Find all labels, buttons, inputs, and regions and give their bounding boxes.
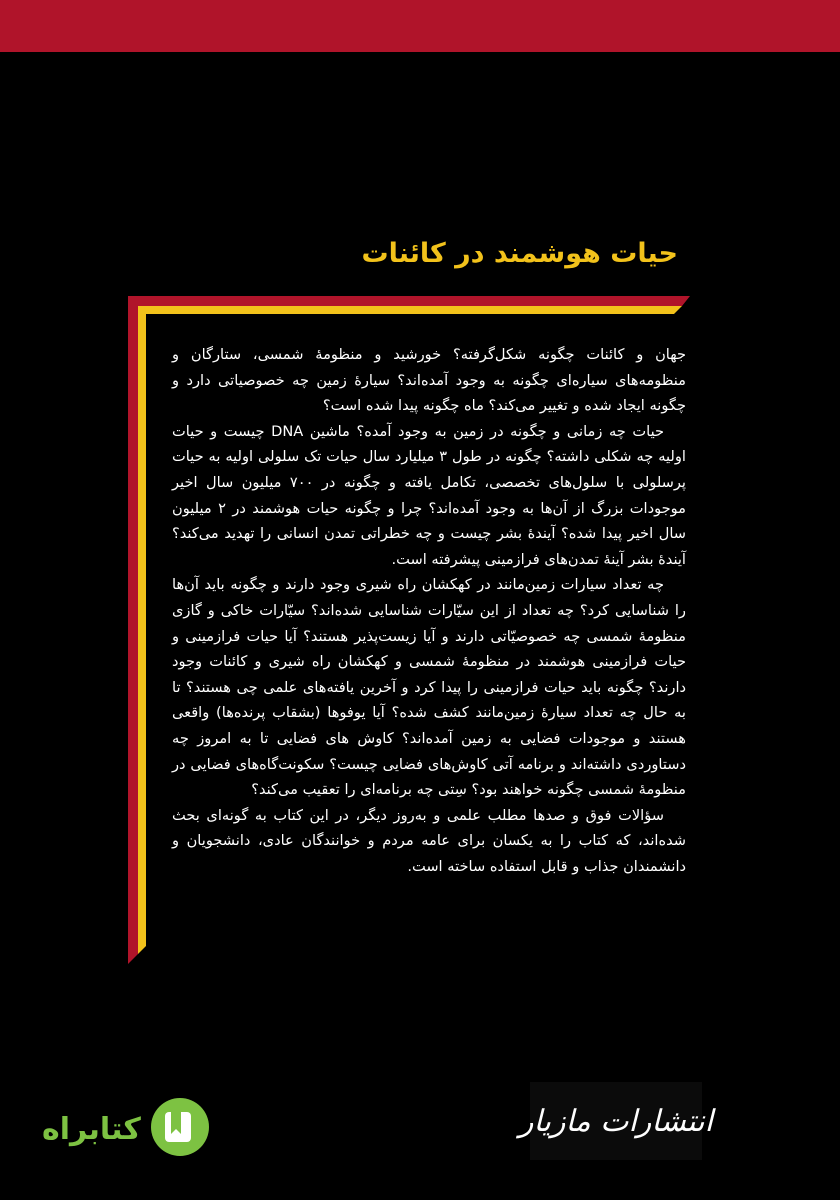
book-bookmark-icon	[149, 1096, 211, 1162]
paragraph-4: سؤالات فوق و صدها مطلب علمی و به‌روز دیگر، در این کتاب به گونه‌ای بحث شده‌اند، که کتاب را به یکسان برای عامه مردم و خوانندگان عادی، دانشجویان و دانشمندان جذاب و قابل استفاده ساخته است.	[172, 806, 686, 875]
paragraph-3: چه تعداد سیارات زمین‌مانند در کهکشان راه شیری وجود دارند و چگونه باید آن‌ها را شناسایی کرد؟ چه تعداد از این سیّارات شناسایی شده‌اند؟ سیّارات خاکی و گازی منظومهٔ شمسی چه خصوصیّاتی دارند و آیا زیست‌پذیر هستند؟ آیا حیات فرازمینی و حیات فرازمینی هوشمند در منظومهٔ شمسی و کهکشان راه شیری و کائنات وجود دارند؟ چگونه باید حیات فرازمینی را پیدا کرد و آخرین یافته‌های علمی چی هستند؟ تا به حال چه تعداد سیارهٔ زمین‌مانند کشف شده؟ آیا یوفوها (بشقاب پرنده‌ها) واقعی هستند و موجودات فضایی به زمین آمده‌اند؟ کاوش های فضایی تا به امروز چه دستاوردی داشته‌اند و برنامه آتی کاوش‌های فضایی چیست؟ سکونت‌گاه‌های فضایی در منظومهٔ شمسی چگونه خواهند بود؟ سِتی چه برنامه‌ای را تعقیب می‌کند؟	[172, 576, 686, 799]
logo-text: کتابراه	[42, 1111, 141, 1147]
publisher-logo	[519, 1082, 713, 1160]
paragraph-2: حیات چه زمانی و چگونه در زمین به وجود آمده؟ ماشین DNA چیست و حیات اولیه چه شکلی داشته؟ چگونه در طول ۳ میلیارد سال حیات تک سلولی اولیه به حیات پرسلولی با سلول‌های تخصصی، تکامل یافته و چگونه در ۷۰۰ میلیون سال اخیر موجودات بزرگ از آن‌ها به وجود آمده‌اند؟ چرا و چگونه حیات هوشمند در ۲ میلیون سال اخیر پیدا شده؟ آیندهٔ بشر چیست و چه خطراتی تمدن انسانی را تهدید می‌کند؟ آیندهٔ بشر آینهٔ تمدن‌های فرازمینی پیشرفته است.	[172, 422, 686, 568]
book-title: حیات هوشمند در کائنات	[361, 238, 678, 269]
publisher-name: انتشارات مازیار	[519, 1103, 713, 1139]
paragraph-1: جهان و کائنات چگونه شکل‌گرفته؟ خورشید و منظومهٔ شمسی، ستارگان و منظومه‌های سیاره‌ای چگونه به وجود آمده‌اند؟ سیارهٔ زمین چه خصوصیاتی دارد و چگونه ایجاد شده و تغییر می‌کند؟ ماه چگونه پیدا شده است؟	[172, 346, 686, 415]
ketabrah-logo	[42, 1098, 214, 1160]
back-cover-text	[172, 342, 686, 879]
